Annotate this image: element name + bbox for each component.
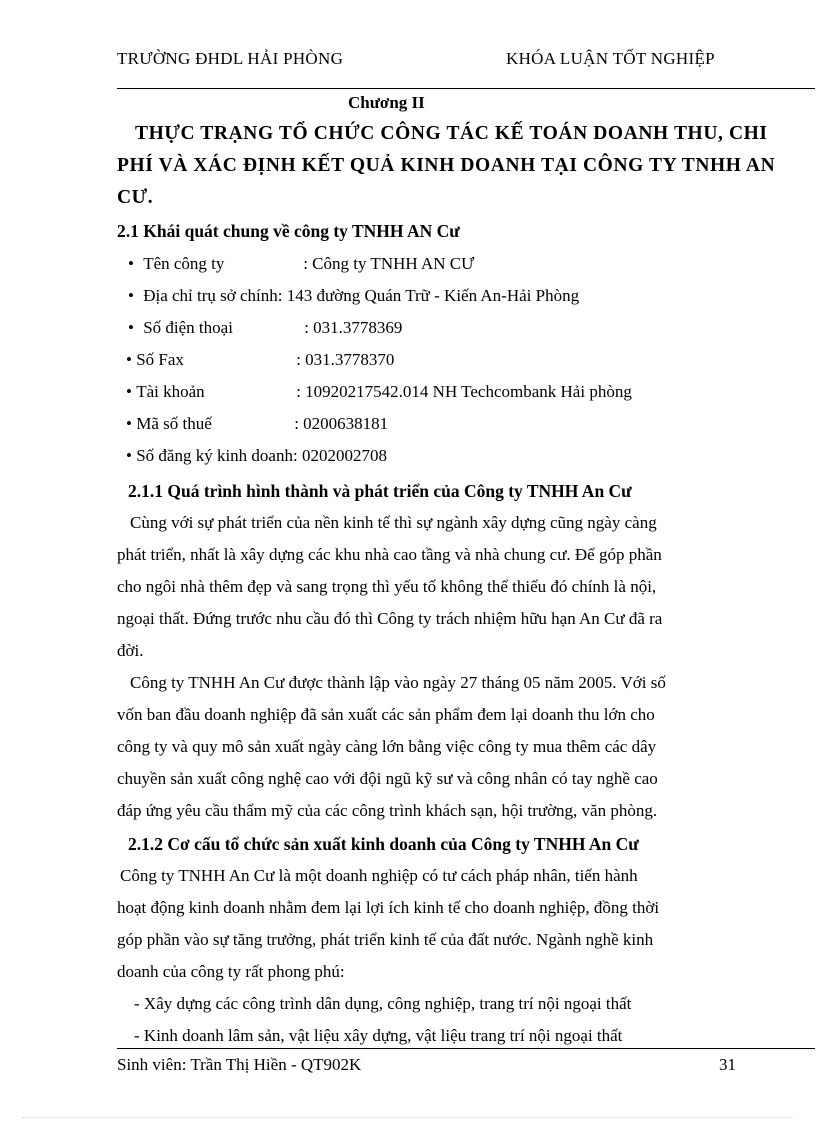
paragraph-line: đáp ứng yêu cầu thẩm mỹ của các công trình khách sạn, hội trường, văn phòng. [117,801,658,820]
bullet-icon: • [128,286,134,305]
info-value: 0202002708 [301,446,387,465]
info-item [126,382,632,402]
info-value: : Công ty TNHH AN CƯ [303,254,475,273]
bullet-icon: • [126,350,132,369]
header-left: TRƯỜNG ĐHDL HẢI PHÒNG [117,49,344,68]
subsection-heading: 2.1.2 Cơ cấu tổ chức sản xuất kinh doanh của Công ty TNHH An Cư [128,834,639,854]
bullet-icon: • [128,318,134,337]
paragraph-line: đời. [117,641,144,660]
subsection-heading: 2.1.1 Quá trình hình thành và phát triển của Công ty TNHH An Cư [128,481,632,501]
paragraph-line: ngoại thất. Đứng trước nhu cầu đó thì Công ty trách nhiệm hữu hạn An Cư đã ra [117,609,663,628]
info-label: Số Fax [136,350,184,369]
chapter-title-line: CƯ. [117,187,154,208]
footer-rule [117,1048,815,1049]
bullet-icon: • [128,254,134,273]
section-heading: 2.1 Khái quát chung về công ty TNHH AN Cư [117,221,460,241]
info-item [128,318,402,338]
page-number: 31 [719,1055,736,1074]
paragraph-line: doanh của công ty rất phong phú: [117,962,345,981]
info-value: : 10920217542.014 NH Techcombank Hải phòng [296,382,632,401]
info-item [126,350,394,370]
info-item [126,414,388,434]
page-edge-divider [22,1117,794,1118]
header-rule [117,88,815,89]
info-value: 143 đường Quán Trữ - Kiến An-Hải Phòng [286,286,580,305]
chapter-label: Chương II [348,93,425,112]
info-label: Số điện thoại [143,318,233,337]
paragraph-line: hoạt động kinh doanh nhằm đem lại lợi ích kinh tế cho doanh nghiệp, đồng thời [117,898,660,917]
paragraph-line: Cùng với sự phát triển của nền kinh tế thì sự ngành xây dựng cũng ngày càng [130,513,657,532]
info-label: Tài khoản [136,382,205,401]
list-item: - Kinh doanh lâm sản, vật liệu xây dựng, vật liệu trang trí nội ngoại thất [134,1026,623,1045]
paragraph-line: vốn ban đầu doanh nghiệp đã sản xuất các sản phẩm đem lại doanh thu lớn cho [117,705,655,724]
info-label: Tên công ty [143,254,225,273]
info-value: : 0200638181 [294,414,389,433]
bullet-icon: • [126,414,132,433]
paragraph-line: Công ty TNHH An Cư là một doanh nghiệp có tư cách pháp nhân, tiến hành [120,866,638,885]
bullet-icon: • [126,382,132,401]
paragraph-line: công ty và quy mô sản xuất ngày càng lớn bằng việc công ty mua thêm các dây [117,737,657,756]
paragraph-line: góp phần vào sự tăng trưởng, phát triển kinh tế của đất nước. Ngành nghề kinh [117,930,654,949]
header-right: KHÓA LUẬN TỐT NGHIỆP [506,49,715,68]
info-value: : 031.3778369 [304,318,403,337]
list-item: - Xây dựng các công trình dân dụng, công nghiệp, trang trí nội ngoại thất [134,994,632,1013]
info-item [128,254,474,274]
bullet-icon: • [126,446,132,465]
info-item [128,286,579,306]
footer-student: Sinh viên: Trần Thị Hiền - QT902K [117,1055,362,1074]
paragraph-line: cho ngôi nhà thêm đẹp và sang trọng thì yếu tố không thể thiếu đó chính là nội, [117,577,657,596]
info-label: Số đăng ký kinh doanh: [136,446,298,465]
info-value: : 031.3778370 [296,350,395,369]
chapter-title-line: THỰC TRẠNG TỔ CHỨC CÔNG TÁC KẾ TOÁN DOANH THU, CHI [135,123,768,144]
paragraph-line: phát triển, nhất là xây dựng các khu nhà cao tầng và nhà chung cư. Để góp phần [117,545,662,564]
chapter-title-line: PHÍ VÀ XÁC ĐỊNH KẾT QUẢ KINH DOANH TẠI CÔNG TY TNHH AN [117,155,776,176]
info-item [126,446,387,466]
paragraph-line: Công ty TNHH An Cư được thành lập vào ngày 27 tháng 05 năm 2005. Với số [130,673,666,692]
paragraph-line: chuyền sản xuất công nghệ cao với đội ngũ kỹ sư và công nhân có tay nghề cao [117,769,658,788]
info-label: Địa chỉ trụ sở chính: [143,286,283,305]
info-label: Mã số thuế [136,414,212,433]
